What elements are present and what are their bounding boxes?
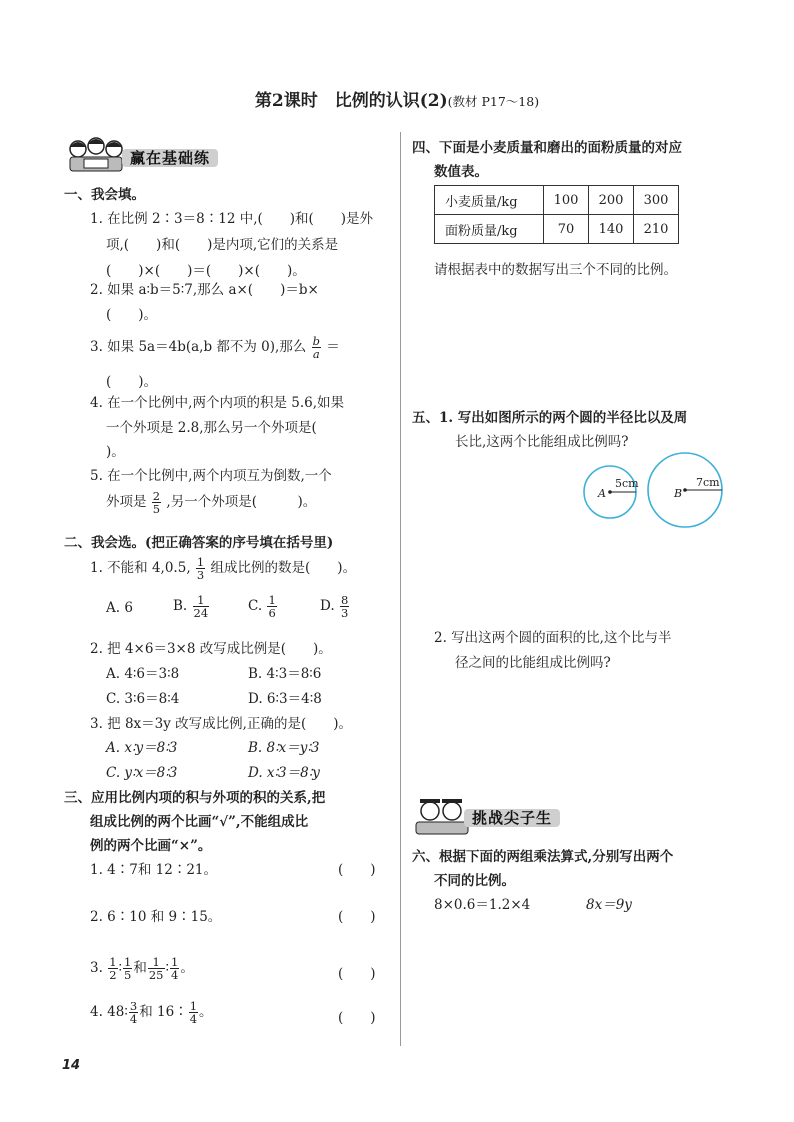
title-sub: (教材 P17～18) bbox=[447, 94, 540, 109]
s2-q1-option-c-den: 6 bbox=[268, 606, 276, 620]
s1-q3-line2: ( )。 bbox=[106, 374, 158, 390]
s3-item4-end: 。 bbox=[199, 1004, 213, 1020]
s2-q1-stem-fraction bbox=[196, 556, 205, 581]
s6-equation1: 8×0.6＝1.2×4 bbox=[434, 897, 531, 913]
s2-q1-stem-b: 组成比例的数是( )。 bbox=[210, 560, 357, 576]
s3-item3-frac1-num: 1 bbox=[109, 955, 117, 969]
s6-equation2: 8x＝9y bbox=[586, 897, 632, 913]
s1-q3-fraction bbox=[312, 335, 321, 360]
s2-q1-stem-den: 3 bbox=[196, 568, 205, 582]
s1-q5-post: ,另一个外项是( )。 bbox=[166, 494, 317, 510]
s3-item1-bracket: ( ) bbox=[338, 862, 376, 878]
s1-q1-line2: 项,( )和( )是内项,它们的关系是 bbox=[106, 237, 339, 253]
s3-item4-frac2 bbox=[189, 1000, 198, 1025]
s3-item4-bracket: ( ) bbox=[338, 1010, 376, 1026]
s2-q2-option-b: B. 4∶3＝8∶6 bbox=[248, 666, 322, 682]
s3-item1: 1. 4∶7和 12∶21。 bbox=[90, 862, 217, 878]
s3-item3-and: 和 bbox=[133, 960, 147, 976]
s3-item3-frac3-den: 25 bbox=[148, 968, 164, 982]
basic-practice-badge bbox=[64, 135, 254, 177]
s3-heading-line3: 例的两个比画“×”。 bbox=[90, 838, 212, 854]
s3-item4 bbox=[90, 1000, 213, 1025]
s2-q1-option-d-den: 3 bbox=[340, 606, 349, 620]
s1-q5-num: 2 bbox=[152, 489, 161, 503]
s3-item3-end: 。 bbox=[180, 960, 194, 976]
s2-q1-option-b bbox=[173, 594, 210, 619]
s1-q1-line1: 1. 在比例 2∶3＝8∶12 中,( )和( )是外 bbox=[90, 211, 374, 227]
s2-q3-stem: 3. 把 8x＝3y 改写成比例,正确的是( )。 bbox=[90, 716, 352, 732]
s2-q1-option-b-den: 24 bbox=[193, 606, 209, 620]
s3-item4-frac1 bbox=[129, 1000, 138, 1025]
s2-q1-stem-a: 1. 不能和 4,0.5, bbox=[90, 560, 191, 576]
s2-q2-option-c: C. 3∶6＝8∶4 bbox=[106, 691, 180, 707]
s5-q2-line2: 径之间的比能组成比例吗? bbox=[455, 655, 611, 671]
s2-q1-option-b-fraction bbox=[193, 594, 210, 619]
s6-heading-line2: 不同的比例。 bbox=[434, 873, 515, 889]
table-cell: 70 bbox=[544, 215, 589, 244]
s3-item4-pre: 4. 48∶ bbox=[90, 1004, 128, 1020]
circles-diagram bbox=[560, 450, 740, 540]
s2-q3-option-b: B. 8∶x＝y∶3 bbox=[248, 740, 320, 756]
s3-item3-frac4-den: 4 bbox=[171, 968, 179, 982]
s2-q1-option-b-label: B. bbox=[173, 598, 188, 614]
challenge-badge bbox=[410, 795, 580, 837]
s1-q3-den: a bbox=[312, 347, 320, 361]
s3-item3-frac2 bbox=[123, 956, 132, 981]
s1-q3-line1 bbox=[90, 335, 340, 360]
s2-q3-option-a: A. x∶y＝8∶3 bbox=[106, 740, 178, 756]
s1-q5-fraction bbox=[152, 490, 161, 515]
s3-item3-frac2-den: 5 bbox=[124, 968, 132, 982]
s3-item3-frac4-num: 1 bbox=[171, 955, 179, 969]
table-row bbox=[435, 215, 679, 244]
s4-question: 请根据表中的数据写出三个不同的比例。 bbox=[434, 262, 677, 278]
s4-heading-line1: 四、下面是小麦质量和磨出的面粉质量的对应 bbox=[412, 140, 682, 156]
s1-q5-line2 bbox=[106, 490, 316, 515]
s1-q2-line1: 2. 如果 a∶b＝5∶7,那么 a×( )＝b× bbox=[90, 282, 319, 298]
circle-b-radius: 7cm bbox=[696, 476, 720, 489]
s5-q2-line1: 2. 写出这两个圆的面积的比,这个比与半 bbox=[434, 630, 672, 646]
s3-item4-and: 和 16∶ bbox=[139, 1004, 188, 1020]
s2-q1-option-c-fraction bbox=[267, 594, 276, 619]
s1-q4-line2: 一个外项是 2.8,那么另一个外项是( bbox=[106, 420, 317, 436]
basic-badge-label: 赢在基础练 bbox=[122, 149, 218, 167]
s1-q3-text: 3. 如果 5a＝4b(a,b 都不为 0),那么 bbox=[90, 339, 307, 355]
s3-item4-frac1-num: 3 bbox=[129, 999, 138, 1013]
s1-q3-num: b bbox=[312, 334, 320, 348]
s3-item3-frac3 bbox=[148, 956, 165, 981]
s3-item3-bracket: ( ) bbox=[338, 966, 376, 982]
s2-q2-stem: 2. 把 4×6＝3×8 改写成比例是( )。 bbox=[90, 641, 332, 657]
table-cell: 140 bbox=[589, 215, 634, 244]
s2-q2-option-a: A. 4∶6＝3∶8 bbox=[106, 666, 180, 682]
s1-heading: 一、我会填。 bbox=[64, 187, 145, 203]
s3-item3-pre: 3. bbox=[90, 960, 103, 976]
page-number: 14 bbox=[62, 1058, 81, 1073]
s3-item3-frac3-num: 1 bbox=[148, 956, 165, 969]
s3-heading-line1: 三、应用比例内项的积与外项的积的关系,把 bbox=[64, 790, 326, 806]
s2-q1-option-c bbox=[248, 594, 278, 619]
s2-q3-option-d: D. x∶3＝8∶y bbox=[248, 765, 320, 781]
s1-q4-line1: 4. 在一个比例中,两个内项的积是 5.6,如果 bbox=[90, 395, 345, 411]
circle-b-label: B bbox=[674, 487, 683, 500]
s5-q1-line1: 五、1. 写出如图所示的两个圆的半径比以及周 bbox=[412, 410, 688, 426]
circle-a-radius: 5cm bbox=[615, 477, 639, 490]
s2-heading: 二、我会选。(把正确答案的序号填在括号里) bbox=[64, 535, 334, 551]
s5-q1-line2: 长比,这两个比能组成比例吗? bbox=[455, 434, 629, 450]
s2-q3-option-c: C. y∶x＝8∶3 bbox=[106, 765, 178, 781]
wheat-flour-table bbox=[434, 185, 679, 244]
s2-q1-option-c-num: 1 bbox=[268, 593, 276, 607]
s6-heading-line1: 六、根据下面的两组乘法算式,分别写出两个 bbox=[412, 849, 674, 865]
s2-q1-stem bbox=[90, 556, 356, 581]
circle-a-label: A bbox=[598, 487, 606, 500]
s2-q1-option-d bbox=[320, 594, 350, 619]
s3-item2: 2. 6∶10 和 9∶15。 bbox=[90, 909, 222, 925]
s1-q1-line3: ( )×( )＝( )×( )。 bbox=[106, 263, 306, 279]
s3-item2-bracket: ( ) bbox=[338, 909, 376, 925]
s1-q4-line3: )。 bbox=[106, 444, 125, 460]
table-cell: 100 bbox=[544, 186, 589, 215]
s2-q1-option-b-num: 1 bbox=[193, 594, 210, 607]
s2-q2-option-d: D. 6∶3＝4∶8 bbox=[248, 691, 322, 707]
s3-item4-frac2-den: 4 bbox=[189, 1012, 198, 1026]
s2-q1-option-d-fraction bbox=[340, 594, 349, 619]
challenge-badge-label: 挑战尖子生 bbox=[464, 809, 560, 827]
table-cell: 300 bbox=[634, 186, 679, 215]
s1-q5-den: 5 bbox=[152, 502, 161, 516]
table-cell: 210 bbox=[634, 215, 679, 244]
s2-q1-stem-num: 1 bbox=[196, 555, 205, 569]
table-row-label: 小麦质量/kg bbox=[435, 186, 544, 215]
s1-q2-line2: ( )。 bbox=[106, 307, 158, 323]
s2-q1-option-d-num: 8 bbox=[340, 593, 349, 607]
s2-q1-option-d-label: D. bbox=[320, 598, 335, 614]
s2-q1-option-a: A. 6 bbox=[106, 600, 133, 616]
s1-q5-pre: 外项是 bbox=[106, 494, 147, 510]
s3-item4-frac2-num: 1 bbox=[189, 999, 198, 1013]
table-row bbox=[435, 186, 679, 215]
s3-item3-frac2-num: 1 bbox=[124, 955, 132, 969]
s3-item3-colon2: ∶ bbox=[165, 960, 170, 976]
s3-item3-frac1 bbox=[108, 956, 117, 981]
table-cell: 200 bbox=[589, 186, 634, 215]
kids-illustration-icon bbox=[64, 135, 128, 177]
s3-item3-frac4 bbox=[170, 956, 179, 981]
s3-item3 bbox=[90, 956, 194, 981]
title-main: 第2课时 比例的认识(2) bbox=[254, 91, 448, 111]
table-row-label: 面粉质量/kg bbox=[435, 215, 544, 244]
page-title bbox=[0, 86, 794, 111]
s2-q1-option-c-label: C. bbox=[248, 598, 263, 614]
s1-q5-line1: 5. 在一个比例中,两个内项互为倒数,一个 bbox=[90, 468, 332, 484]
s3-item3-frac1-den: 2 bbox=[109, 968, 117, 982]
s4-heading-line2: 数值表。 bbox=[434, 164, 488, 180]
s3-item3-colon1: ∶ bbox=[118, 960, 123, 976]
s3-item4-frac1-den: 4 bbox=[129, 1012, 138, 1026]
s1-q3-eq: ＝ bbox=[326, 339, 340, 355]
column-divider bbox=[400, 132, 401, 1046]
s3-heading-line2: 组成比例的两个比画“√”,不能组成比 bbox=[90, 814, 309, 830]
